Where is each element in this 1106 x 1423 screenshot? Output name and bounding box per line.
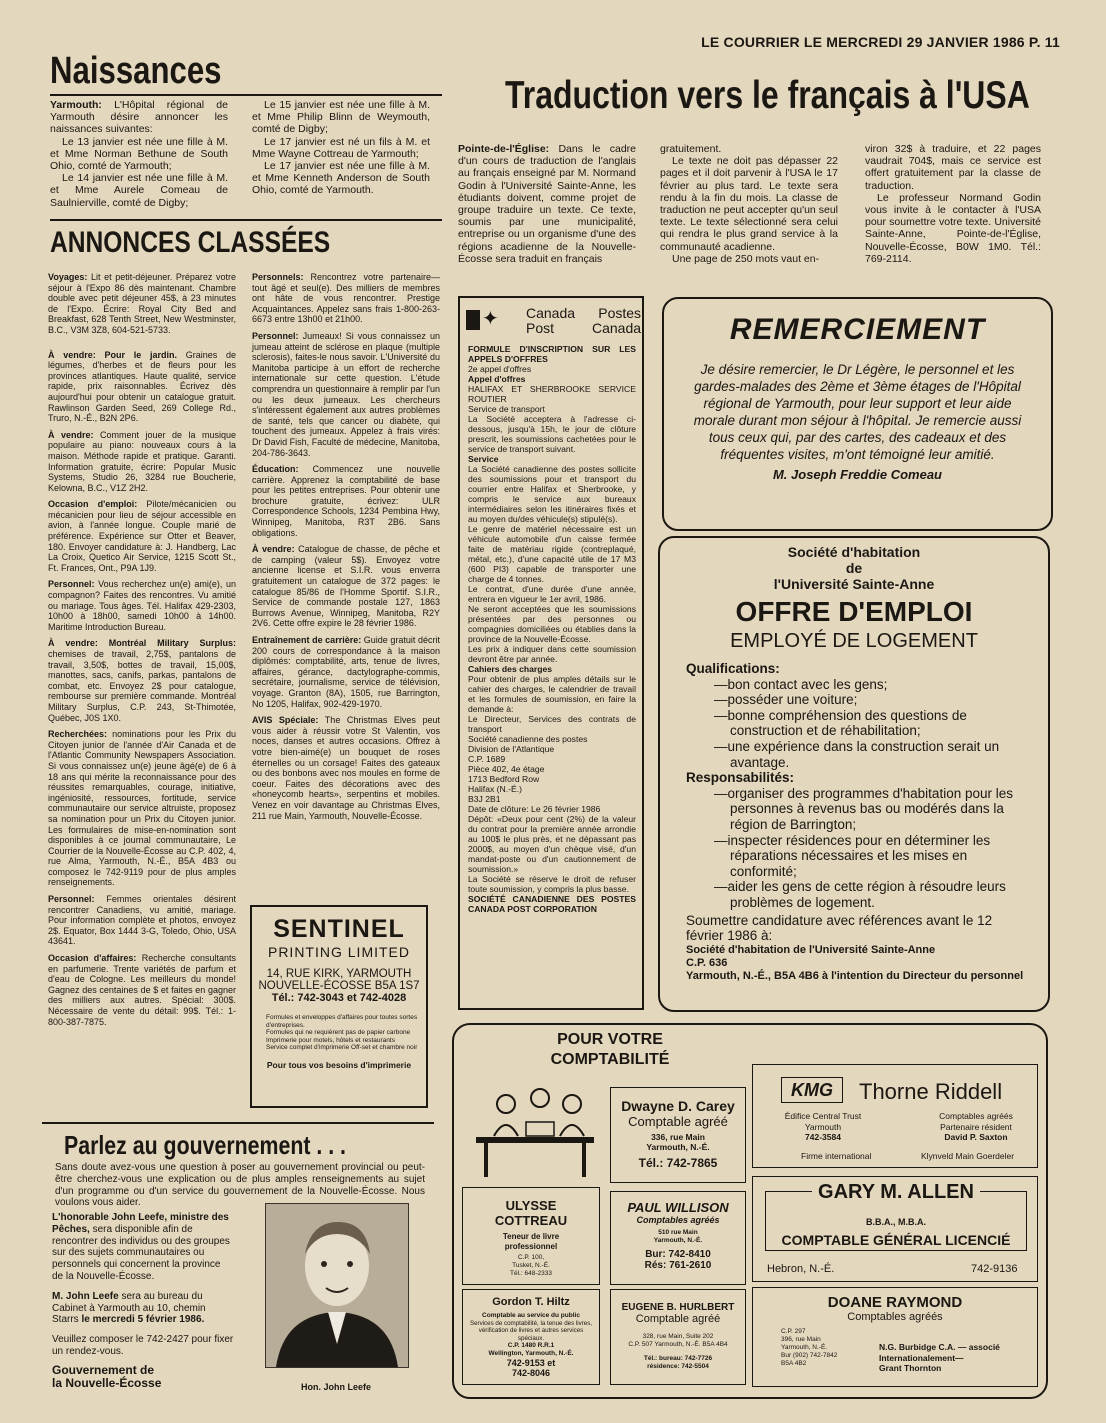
comptabilite-title: POUR VOTRE COMPTABILITÉ	[550, 1031, 670, 1068]
gouvernement-title: Parlez au gouvernement . . .	[64, 1130, 346, 1160]
naissance-item: Le 13 janvier est née une fille à M. et Mme Norman Bethune de South Ohio, comté de Yarmouth;	[50, 135, 228, 173]
hiltz-card: Gordon T. Hiltz Comptable au service du public Services de comptabilité, la tenue des livres, vérification de livres et autres services spéciaux. C.P. 1480 R.R.1 Wellington, Yarmouth, N.-É. 742-9153 et 742-8046	[462, 1289, 600, 1385]
offre-emploi-ad: Société d'habitation de l'Université Sainte-Anne OFFRE D'EMPLOI EMPLOYÉ DE LOGEMENT Qualifications: —bon contact avec les gens; —posséder une voiture; —bonne compréhension des questions de construction et de réhabilitation; —une expérience dans la construction serait un avantage. Responsabilités: —organiser des programmes d'habitation pour les personnes à revenus bas ou modérés dans la région de Barrington; —inspecter résidences pour en déterminer les réparations nécessaires et les mises en conformité; —aider les gens de cette région à résoudre leurs problèmes de logement. Soumettre candidature avec références avant le 12 février 1986 à: Société d'habitation de l'Université Sainte-Anne C.P. 636 Yarmouth, N.-É., B5A 4B6 à l'intention du Directeur du personnel	[658, 536, 1050, 1012]
office-illustration	[466, 1082, 604, 1182]
divider	[50, 219, 442, 221]
classified-ad: Recherchées: nominations pour les Prix du Citoyen junior de l'année d'Air Canada et de l'Atlantic Community Newspapers Association. Si vous connaissez un(e) jeune âgé(e) de 6 à 18 ans qui mérite la reconnaissance pour des réussites remarquables, courage, initiative, ingéniosité, ressources, fortitude, service communautaire our service altruiste, proposez sa nomination pour un Prix du Citoyen junior. Les formulaires de mise-en-nomination sont disponibles à ce journal communautaire, Le Courrier de la Nouvelle-Écosse au C.P. 402, 4, rue Alma, Yarmouth, N.-É., B5A 4B3 ou composez le 742-9119 pour de plus amples renseignements.	[48, 729, 236, 888]
canada-post-wordmark: Canada Post	[526, 305, 576, 336]
naissance-item: Le 17 janvier est née une fille à M. et Mme Kenneth Anderson de South Ohio, comté de Yarmouth.	[252, 160, 430, 197]
remerciement-notice: REMERCIEMENT Je désire remercier, le Dr Légère, le personnel et les gardes-malades des 2ème et 3ème étages de l'Hôpital régional de Yarmouth, pour leur support et leur aide morale durant mon séjour à l'hôpital. Je remercie aussi tous ceux qui, par des cartes, des cadeaux et des fréquentes visites, m'ont témoigné leur amitié. M. Joseph Freddie Comeau	[662, 297, 1053, 531]
offre-emploi-title: OFFRE D'EMPLOI	[735, 596, 973, 627]
classified-ad: Personnels: Rencontrez votre partenaire—tout âgé et seul(e). Des milliers de membres ont hâte de vous rencontrer. Prestige Acquaintances. Appelez sans frais 1-800-263-6673 entre 13h00 et 21h00.	[252, 272, 440, 325]
willison-card: PAUL WILLISON Comptables agréés 510 rue Main Yarmouth, N.-É. Bur: 742-8410 Rés: 761-2610	[610, 1191, 746, 1285]
classified-ad: Occasion d'affaires: Recherche consultants en parfumerie. Trente variétés de parfum et d'eau de Cologne. Les meilleurs du monde! Gagnez des centaines de $ et faites en gagner des milliers aux autres. Spécial: 300$. Nécessaire de vente du détail: 99$. Tél.: 1-800-387-7875.	[48, 953, 236, 1027]
naissance-item: Le 15 janvier est née une fille à M. et Mme Philip Blinn de Weymouth, comté de Digby;	[252, 99, 430, 136]
raymond-card: DOANE RAYMOND Comptables agréés C.P. 297 396, rue Main Yarmouth, N.-É. Bur (902) 742-7842 B5A 4B2 N.G. Burbidge C.A. — associé Internationalement— Grant Thornton	[752, 1287, 1038, 1387]
classees-col2	[252, 272, 440, 827]
photo-caption: Hon. John Leefe	[300, 1382, 371, 1392]
carey-card: Dwayne D. Carey Comptable agréé 336, rue Main Yarmouth, N.-É. Tél.: 742-7865	[610, 1087, 746, 1183]
offre-emploi-details: Qualifications: —bon contact avec les gens; —posséder une voiture; —bonne compréhension des questions de construction et de réhabilitation; —une expérience dans la construction serait un avantage. Responsabilités: —organiser des programmes d'habitation pour les personnes à revenus bas ou modérés dans la région de Barrington; —inspecter résidences pour en déterminer les réparations nécessaires et les mises en conformité; —aider les gens de cette région à résoudre leurs problèmes de logement. Soumettre candidature avec références avant le 12 février 1986 à: Société d'habitation de l'Université Sainte-Anne C.P. 636 Yarmouth, N.-É., B5A 4B6 à l'intention du Directeur du personnel	[686, 661, 1024, 982]
gouvernement-body: L'honorable John Leefe, ministre des Pêches, sera disponible afin de rencontrer des individus ou des groupes sur des sujets communautaires ou personnels qui concernent la province de la Nouvelle-Écosse. M. John Leefe sera au bureau du Cabinet à Yarmouth au 10, chemin Starrs le mercredi 5 février 1986. Veuillez composer le 742-2427 pour fixer un rendez-vous. Gouvernement de la Nouvelle-Écosse	[52, 1212, 234, 1390]
naissance-item: Le 17 janvier est né un fils à M. et Mme Wayne Cottreau de Yarmouth;	[252, 135, 430, 160]
naissance-item: Yarmouth: L'Hôpital régional de Yarmouth désire annoncer les naissances suivantes:	[50, 99, 228, 136]
classified-ad: Éducation: Commencez une nouvelle carrière. Apprenez la comptabilité de base pour les petites entreprises. Pour obtenir une brochure gratuite, écrivez: ULR Correspondence Schools, 1234 Pembina Hwy, Winnipeg, Manitoba, R3T 2B6. Sans obligations.	[252, 464, 440, 538]
allen-card: GARY M. ALLEN B.B.A., M.B.A. COMPTABLE GÉNÉRAL LICENCIÉ Hebron, N.-É. 742-9136	[752, 1176, 1038, 1282]
sentinel-services: Formules et enveloppes d'affaires pour toutes sortes d'entreprises. Formules qui ne requièrent pas de papier carbone Imprimerie pour motels, hôtels et restaurants Service complet d'imprimerie Off-set et chambre noir	[266, 1014, 418, 1052]
tender-text: FORMULE D'INSCRIPTION SUR LES APPELS D'OFFRES 2e appel d'offres Appel d'offres HALIFAX ET SHERBROOKE SERVICE ROUTIER Service de transport La Société acceptera à l'adresse ci-dessous, jusqu'à 15h, le jour de clôture prescrit, les soumissions cachetées pour le service de transport suivant. Service La Société canadienne des postes sollicite des soumissions pour et transport du courrier entre Halifax et Sherbrooke, y compris le service aux bureaux intermédiaires selon les itinéraires fixés et au moyen du/des véhicule(s) stipulé(s). Le genre de matériel nécessaire est un véhicule automobile d'un caisse fermée faite de matériau rigide (contreplaqué, métal, etc.), d'une capacité utile de 17 M3 (600 PI3) capable de transporter une charge de 4 tonnes. Le contrat, d'une durée d'une année, entrera en vigueur le 1er avril, 1986. Ne seront acceptées que les soumissions présentées par des personnes ou compagnies domiciliées ou établies dans la province de la Nouvelle-Écosse. Les prix à indiquer dans cette soumission devront être par année. Cahiers des charges Pour obtenir de plus amples détails sur le cahier des charges, le calendrier de travail et les formules de soumission, en faire la demande à: Le Directeur, Services des contrats de transport Société canadienne des postes Division de l'Atlantique C.P. 1689 Pièce 402, 4e étage 1713 Bedford Row Halifax (N.-É.) B3J 2B1 Date de clôture: Le 26 février 1986 Dépôt: «Deux pour cent (2%) de la valeur du contrat pour la première année arrondie au 100$ le plus près, et ne dépassant pas 2000$, au moyen d'un chèque visé, d'un mandat-poste ou d'un cautionnement de soumission.» La Société se réserve le droit de refuser toute soumission, y compris la plus basse. SOCIÉTÉ CANADIENNE DES POSTES CANADA POST CORPORATION	[468, 344, 636, 914]
divider	[50, 94, 442, 96]
naissances-title: Naissances	[50, 50, 222, 92]
cottreau-card: ULYSSE COTTREAU Teneur de livre professionnel C.P. 100, Tusket, N.-É. Tél.: 648-2333	[462, 1187, 600, 1285]
postes-canada-wordmark: Postes Canada	[592, 305, 642, 336]
classified-ad: Occasion d'emploi: Pilote/mécanicien ou mécanicien pour lieu de séjour accessible en avion, à l'année longue. Couple marié de préférence. Expérience sur Otter et Beaver, 180. Envoyer candidature à: J. Handberg, Lac La Croix, Quetico Air Service, 1215 Scott St., Ft. Frances, Ont., P9A 1J9.	[48, 499, 236, 573]
remerciement-title: REMERCIEMENT	[729, 313, 986, 346]
sentinel-name: SENTINEL	[273, 915, 405, 943]
flag-bar	[466, 310, 480, 330]
classified-ad: À vendre: Montréal Military Surplus: chemises de travail, 2,75$, pantalons de travail, 3,50$, bottes de travail, 15,00$, manottes, sacs, canifs, parkas, pantalons de combat, etc. Envoyez 2$ pour catalogue, rembourse sur première commande. Montréal Military Surplus, C.P. 243, St-Thimotée, Québec, J0S 1X0.	[48, 638, 236, 723]
traduction-col1: Pointe-de-l'Église: Dans le cadre d'un cours de traduction de l'anglais au français enseigné par M. Normand Godin à l'Université Sainte-Anne, les étudiants doivent, comme projet de groupe traduire un texte. Ce texte, soumis par une municipalité, entreprise ou un organisme d'une des régions acadienne de la Nouvelle-Écosse sera traduit en français	[458, 143, 636, 265]
traduction-col3: viron 32$ à traduire, et 22 pages vaudrait 704$, mais ce service est offert gratuitement par la classe de traduction. Le professeur Normand Godin vous invite à le contacter à l'USA pour soumettre votre texte. Université Sainte-Anne, Pointe-de-l'Église, Nouvelle-Écosse, B0W 1M0. Tél.: 769-2114.	[865, 143, 1041, 265]
canada-post-notice	[458, 296, 644, 1010]
portrait-illustration	[266, 1204, 408, 1367]
classified-ad: Entraînement de carrière: Guide gratuit décrit 200 cours de correspondance à la maison diplômés: comptabilité, arts, tenue de livres, affaires, gérance, dactylographe-commis, secrétaire, journalisme, service de télévision, voyage. Granton (8A), 1505, rue Barrington, No 1205, Halifax, 902-429-1970.	[252, 635, 441, 709]
classified-ad: Voyages: Lit et petit-déjeuner. Préparez votre séjour à l'Expo 86 dès maintenant. Chambre double avec petit déjeuner 45$, à 23 minutes de l'Expo. Écrire: Royal City Bed and Breakfast, 628 Tenth Street, New Westminster, B.C., V3M 3Z8, 604-521-5733.	[48, 272, 236, 335]
classees-title: ANNONCES CLASSÉES	[50, 226, 331, 259]
classified-ad: À vendre: Pour le jardin. Graines de légumes, d'herbes et de fleurs pour les provinces atlantiques. Haute qualité, service rapide, prix raisonnables. Écrivez dès aujourd'hui pour obtenir un catalogue gratuit. Rawlinson Garden Seed, 269 College Rd., Truro, N.-É., B2N 2P6.	[48, 349, 236, 424]
naissance-item: Le 14 janvier est née une fille à M. et Mme Aurele Comeau de Saulnierville, comté de Digby;	[50, 172, 228, 209]
sentinel-ad: SENTINEL PRINTING LIMITED 14, RUE KIRK, YARMOUTH NOUVELLE-ÉCOSSE B5A 1S7 Tél.: 742-3043 et 742-4028 Formules et enveloppes d'affaires pour toutes sortes d'entreprises. Formules qui ne requièrent pas de papier carbone Imprimerie pour motels, hôtels et restaurants Service complet d'imprimerie Off-set et chambre noir Pour tous vos besoins d'imprimerie	[250, 905, 428, 1108]
classified-ad: AVIS Spéciale: The Christmas Elves peut vous aider à réussir votre St Valentin, vos noces, danses et autres occasions. Offrez à votre bien-aimé(e) un bouquet de roses éternelles ou un corsage! Faites des gateaux ou des bonbons avec nos moules en forme de coeur. Faites des décorations avec des «honeycomb hearts», serpentins et mobiles. Venez en voir davantage au Christmas Elves, 211 rue Main, Yarmouth, Nouvelle-Écosse.	[252, 715, 440, 821]
divider	[42, 1122, 434, 1124]
classees-col1	[48, 272, 236, 1033]
naissances-col1	[50, 99, 228, 209]
hurlbert-card: EUGENE B. HURLBERT Comptable agréé 328, rue Main, Suite 202 C.P. 507 Yarmouth, N.-É. B5A 4B4 Tél.: bureau: 742-7726 résidence: 742-5504	[610, 1289, 746, 1385]
portrait-photo	[265, 1203, 409, 1368]
gouvernement-intro: Sans doute avez-vous une question à poser au gouvernement provincial ou peut-être cherchez-vous une explication ou de plus amples renseignements au sujet d'un programme ou d'un service du gouvernement de la Nouvelle-Écosse. Nous voulons vous aider.	[55, 1162, 425, 1209]
classified-ad: Personnel: Femmes orientales désirent rencontrer Canadiens, vu amitié, mariage. Pour information complète et photos, envoyez 2$. Equator, Box 1444 3-G, Toledo, Ohio, USA 43641.	[48, 894, 236, 947]
masthead: LE COURRIER LE MERCREDI 29 JANVIER 1986 P. 11	[701, 34, 1060, 50]
maple-leaf-icon: ✦	[482, 308, 499, 330]
kmg-logo: KMG	[781, 1077, 843, 1103]
traduction-title: Traduction vers le français à l'USA	[505, 74, 1030, 117]
classified-ad: Personnel: Vous recherchez un(e) ami(e), un compagnon? Faites des rencontres. Vu amitié ou mariage. Tous âges. Tél. Halifax 429-2303, 10h00 à 18h00, samedi 10h00 à 14h00. Maritime Introduction Bureau.	[48, 579, 236, 632]
traduction-col2: gratuitement. Le texte ne doit pas dépasser 22 pages et il doit parvenir à l'USA le 17 février au plus tard. Le texte sera rendu à la fin du mois. La classe de traduction ne peut accepter qu'un seul texte. Le texte sélectionné sera celui qui rendra le plus grand service à la communauté acadienne. Une page de 250 mots vaut en-	[660, 143, 838, 265]
naissances-col2	[252, 99, 430, 197]
classified-ad: À vendre: Comment jouer de la musique populaire au piano: nouveaux cours à la maison. Méthode rapide et pratique. Garanti. Information gratuite, écrire: Popular Music Systems, Studio 26, 3284 rue Boucherie, Kelowna, B.C., V1Z 2H2.	[48, 429, 236, 493]
classified-ad: Personnel: Jumeaux! Si vous connaissez un jumeau atteint de sclérose en plaque (multiple sclerosis), faites-le nous savoir. L'Université du Manitoba participe à un effort de recherche internationale sur cette question. L'étude comprendra un questionnaire à remplir par l'un ou les deux jumeaux. Les chercheurs s'intéressent également aux autres problèmes de santé, tels que cancer ou diabète, qui touchent des jumeaux. Appelez à frais virés: Dr David Fish, Faculté de médecine, Manitoba, 204-786-3643.	[252, 330, 440, 458]
classified-ad: À vendre: Catalogue de chasse, de pêche et de camping (valeur 5$). Envoyez votre ancienne license et S.I.R. vous enverra gratuitement un catalogue de 372 pages: le catalogue 85/86 de l'Homme Sportif. S.I.R., Service de commande postale 127, 1863 Burrows Avenue, Winnipeg, Manitoba, R2Y 2V6. Cette offre expire le 28 février 1986.	[252, 544, 440, 629]
allen-name: GARY M. ALLEN	[812, 1181, 980, 1203]
kmg-card: KMG Thorne Riddell Édifice Central Trust Yarmouth 742-3584 Comptables agréés Partenaire résident David P. Saxton Firme international Klynveld Main Goerdeler	[752, 1064, 1038, 1168]
